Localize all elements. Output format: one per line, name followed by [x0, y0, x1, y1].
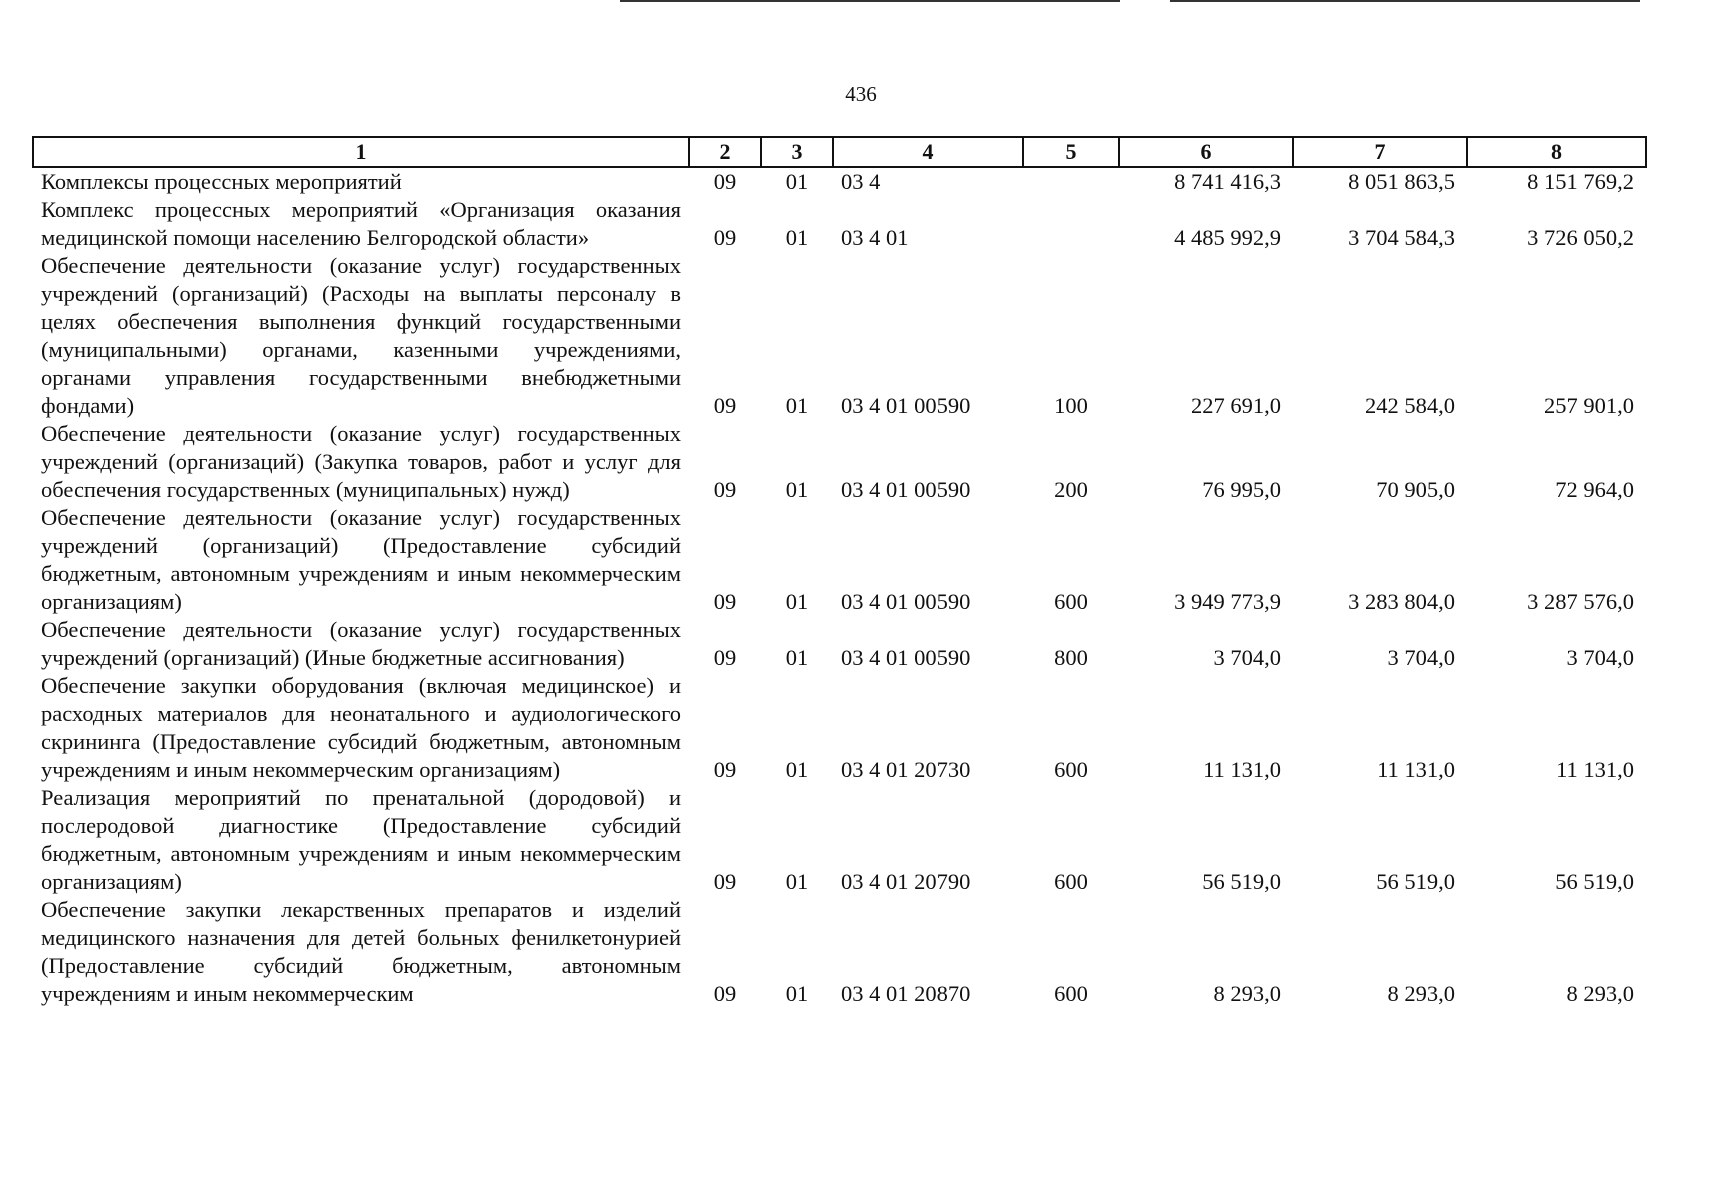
cell-amount-8: 56 519,0 [1555, 869, 1634, 894]
cell-target-code: 03 4 01 [841, 225, 909, 250]
cell-amount-6: 4 485 992,9 [1174, 225, 1281, 250]
cell-section: 09 [713, 981, 737, 1006]
cell-amount-6: 11 131,0 [1203, 757, 1281, 782]
cell-expense-type: 600 [1054, 757, 1088, 782]
cell-amount-8: 257 901,0 [1544, 393, 1634, 418]
row-name: Комплексы процессных мероприятий [41, 169, 402, 194]
column-header-1: 1 [33, 137, 689, 167]
cell-subsection: 01 [785, 589, 809, 614]
cell-amount-8: 8 151 769,2 [1527, 169, 1634, 194]
cell-expense-type: 600 [1054, 589, 1088, 614]
cell-amount-8: 3 287 576,0 [1527, 589, 1634, 614]
cell-target-code: 03 4 01 00590 [841, 589, 971, 614]
cell-expense-type: 600 [1054, 869, 1088, 894]
cell-subsection: 01 [785, 225, 809, 250]
scan-edge-line-left [620, 0, 1120, 2]
cell-amount-8: 8 293,0 [1566, 981, 1634, 1006]
cell-expense-type: 100 [1054, 393, 1088, 418]
row-name: Обеспечение деятельности (оказание услуг) государственных учреждений (организаций) (Расходы на выплаты персоналу в целях обеспечения выполнения функций государственными (муниципальными) органами, казенными учреждениями, органами управления государственными внебюджетными фондами) [41, 253, 681, 418]
column-header-8: 8 [1467, 137, 1646, 167]
header-row [33, 137, 1646, 167]
cell-target-code: 03 4 01 00590 [841, 393, 971, 418]
table-row [33, 167, 1646, 196]
row-name: Обеспечение деятельности (оказание услуг) государственных учреждений (организаций) (Предоставление субсидий бюджетным, автономным учреждениям и иным некоммерческим организациям) [41, 505, 681, 614]
cell-amount-8: 72 964,0 [1555, 477, 1634, 502]
table-row [33, 616, 1646, 672]
cell-target-code: 03 4 [841, 169, 881, 194]
cell-subsection: 01 [785, 393, 809, 418]
cell-amount-6: 227 691,0 [1191, 393, 1281, 418]
cell-amount-7: 8 293,0 [1387, 981, 1455, 1006]
cell-target-code: 03 4 01 20730 [841, 757, 971, 782]
row-name: Обеспечение закупки оборудования (включая медицинское) и расходных материалов для неонатального и аудиологического скрининга (Предоставление субсидий бюджетным, автономным учреждениям и иным некоммерческим организациям) [41, 673, 681, 782]
cell-expense-type: 200 [1054, 477, 1088, 502]
cell-amount-6: 76 995,0 [1202, 477, 1281, 502]
column-header-4: 4 [833, 137, 1023, 167]
cell-section: 09 [713, 477, 737, 502]
cell-section: 09 [713, 393, 737, 418]
cell-subsection: 01 [785, 757, 809, 782]
table-row [33, 896, 1646, 1008]
cell-section: 09 [713, 225, 737, 250]
column-header-2: 2 [689, 137, 761, 167]
cell-target-code: 03 4 01 20870 [841, 981, 971, 1006]
cell-expense-type: 800 [1054, 645, 1088, 670]
scan-edge-line-right [1170, 0, 1640, 2]
row-name: Обеспечение закупки лекарственных препаратов и изделий медицинского назначения для детей больных фенилкетонурией (Предоставление субсидий бюджетным, автономным учреждениям и иным некоммерческим [41, 897, 681, 1006]
cell-subsection: 01 [785, 645, 809, 670]
column-header-6: 6 [1119, 137, 1293, 167]
column-header-3: 3 [761, 137, 833, 167]
cell-amount-8: 11 131,0 [1556, 757, 1634, 782]
cell-amount-8: 3 726 050,2 [1527, 225, 1634, 250]
cell-target-code: 03 4 01 00590 [841, 645, 971, 670]
row-name: Комплекс процессных мероприятий «Организация оказания медицинской помощи населению Белгородской области» [41, 197, 681, 250]
row-name: Обеспечение деятельности (оказание услуг) государственных учреждений (организаций) (Иные бюджетные ассигнования) [41, 617, 681, 670]
table-body [33, 167, 1646, 1008]
cell-amount-7: 242 584,0 [1365, 393, 1455, 418]
cell-amount-7: 11 131,0 [1377, 757, 1455, 782]
cell-section: 09 [713, 757, 737, 782]
budget-table [32, 136, 1647, 1008]
cell-expense-type [1023, 167, 1119, 196]
column-header-7: 7 [1293, 137, 1467, 167]
cell-section: 09 [713, 869, 737, 894]
cell-amount-7: 3 283 804,0 [1348, 589, 1455, 614]
cell-subsection: 01 [785, 477, 809, 502]
cell-subsection: 01 [785, 169, 809, 194]
row-name: Обеспечение деятельности (оказание услуг) государственных учреждений (организаций) (Закупка товаров, работ и услуг для обеспечения государственных (муниципальных) нужд) [41, 421, 681, 502]
table-row [33, 196, 1646, 252]
table-row [33, 784, 1646, 896]
cell-expense-type: 600 [1054, 981, 1088, 1006]
cell-section: 09 [713, 169, 737, 194]
cell-expense-type [1023, 196, 1119, 252]
table-row [33, 420, 1646, 504]
cell-amount-6: 56 519,0 [1202, 869, 1281, 894]
table-header [33, 137, 1646, 167]
cell-amount-7: 3 704,0 [1387, 645, 1455, 670]
cell-section: 09 [713, 589, 737, 614]
table-row [33, 504, 1646, 616]
column-header-5: 5 [1023, 137, 1119, 167]
table-row [33, 252, 1646, 420]
cell-amount-6: 8 293,0 [1213, 981, 1281, 1006]
cell-target-code: 03 4 01 20790 [841, 869, 971, 894]
cell-amount-8: 3 704,0 [1566, 645, 1634, 670]
cell-amount-6: 8 741 416,3 [1174, 169, 1281, 194]
cell-amount-7: 70 905,0 [1376, 477, 1455, 502]
cell-amount-7: 56 519,0 [1376, 869, 1455, 894]
cell-subsection: 01 [785, 869, 809, 894]
cell-amount-7: 8 051 863,5 [1348, 169, 1455, 194]
table-row [33, 672, 1646, 784]
cell-amount-7: 3 704 584,3 [1348, 225, 1455, 250]
row-name: Реализация мероприятий по пренатальной (дородовой) и послеродовой диагностике (Предоставление субсидий бюджетным, автономным учреждениям и иным некоммерческим организациям) [41, 785, 681, 894]
cell-amount-6: 3 949 773,9 [1174, 589, 1281, 614]
cell-target-code: 03 4 01 00590 [841, 477, 971, 502]
cell-subsection: 01 [785, 981, 809, 1006]
page-number: 436 [845, 82, 877, 106]
cell-section: 09 [713, 645, 737, 670]
cell-amount-6: 3 704,0 [1213, 645, 1281, 670]
